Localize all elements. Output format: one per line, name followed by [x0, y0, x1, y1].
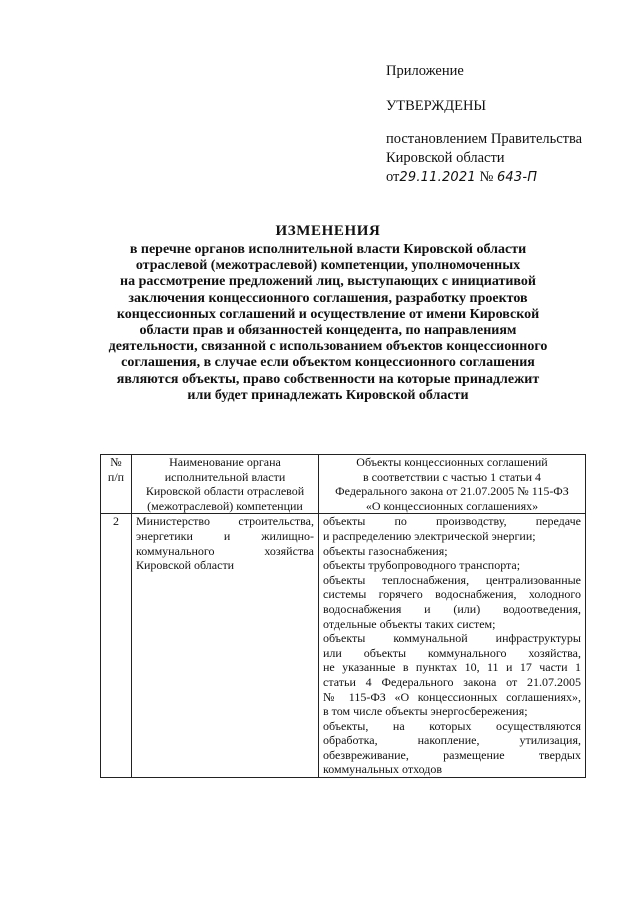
subtitle-line: соглашения, в случае если объектом концессионного соглашения [121, 355, 535, 371]
title-subtitle [88, 242, 568, 404]
authority-line: коммунального хозяйства [136, 543, 314, 558]
header-authority-line: Кировской области отраслевой [145, 484, 305, 499]
objects-line: объекты по производству, передаче [323, 514, 581, 529]
appendix-label: Приложение [386, 63, 464, 79]
row-number: 2 [101, 514, 132, 778]
objects-line: в том числе объекты энергосбережения; [323, 704, 528, 719]
document-title [88, 222, 568, 404]
subtitle-line: заключения концессионного соглашения, разработку проектов [128, 290, 528, 306]
authority-line: энергетики и жилищно- [136, 528, 314, 543]
row-authority [132, 514, 319, 778]
objects-line: обезвреживание, размещение твердых [323, 747, 581, 762]
number-sign: № [479, 169, 494, 185]
changes-table [100, 454, 586, 778]
objects-line: водоснабжения и (или) водоотведения, [323, 601, 581, 616]
objects-line: объекты, на которых осуществляются [323, 718, 581, 733]
subtitle-line: концессионных соглашений и осуществление от имени Кировской [116, 306, 540, 322]
header-objects-line: в соответствии с частью 1 статьи 4 [362, 469, 542, 484]
subtitle-line: или будет принадлежать Кировской области [187, 387, 469, 403]
date-prefix: от [386, 169, 400, 185]
handwritten-number: 643-П [496, 170, 538, 185]
row-objects [319, 514, 586, 778]
header-objects-line: Федерального закона от 21.07.2005 № 115-ФЗ [335, 484, 569, 499]
objects-line: отдельные объекты таких систем; [323, 616, 496, 631]
header-objects-line: «О концессионных соглашениях» [365, 498, 539, 513]
authority-line: Министерство строительства, [136, 514, 314, 529]
handwritten-date: 29.11.2021 [399, 170, 476, 185]
approval-block [386, 62, 626, 187]
objects-line: коммунальных отходов [323, 762, 443, 777]
objects-line: статьи 4 Федерального закона от 21.07.2005 [323, 674, 581, 689]
header-objects [319, 455, 586, 514]
objects-line: или объекты коммунального хозяйства, [323, 645, 581, 660]
table-row [101, 514, 586, 778]
subtitle-line: отраслевой (межотраслевой) компетенции, уполномоченных [135, 258, 521, 274]
authority-line: Кировской области [136, 558, 235, 573]
decree-line-2: Кировской области [386, 150, 505, 166]
header-num [101, 455, 132, 514]
table-header-row [101, 455, 586, 514]
header-authority [132, 455, 319, 514]
objects-line: объекты теплоснабжения, централизованные [323, 572, 581, 587]
subtitle-line: области прав и обязанностей концедента, по направлениям [139, 323, 517, 339]
objects-line: не указанные в пунктах 10, 11 и 17 части 1 [323, 660, 581, 675]
header-objects-line: Объекты концессионных соглашений [356, 455, 548, 469]
approved-label: УТВЕРЖДЕНЫ [386, 98, 487, 114]
subtitle-line: на рассмотрение предложений лиц, выступающих с инициативой [120, 274, 536, 290]
decree-line-1: постановлением Правительства [386, 131, 583, 147]
objects-line: объекты газоснабжения; [323, 543, 448, 558]
objects-line: № 115-ФЗ «О концессионных соглашениях», [323, 689, 581, 704]
header-num-line: № [110, 455, 122, 469]
decree-date-line [386, 168, 626, 187]
header-num-line: п/п [107, 469, 125, 484]
objects-line: и распределению электрической энергии; [323, 528, 536, 543]
title-heading: ИЗМЕНЕНИЯ [275, 223, 381, 239]
header-authority-line: (межотраслевой) компетенции [147, 498, 303, 513]
subtitle-line: в перечне органов исполнительной власти Кировской области [129, 242, 527, 257]
objects-line: системы горячего водоснабжения, холодного [323, 587, 581, 602]
header-authority-line: Наименование органа [169, 455, 281, 469]
subtitle-line: являются объекты, право собственности на которые принадлежит [116, 371, 540, 387]
objects-line: обработка, накопление, утилизация, [323, 733, 581, 748]
subtitle-line: деятельности, связанной с использованием объектов концессионного [108, 339, 548, 355]
objects-line: объекты коммунальной инфраструктуры [323, 631, 581, 646]
header-authority-line: исполнительной власти [164, 469, 286, 484]
objects-line: объекты трубопроводного транспорта; [323, 558, 521, 573]
